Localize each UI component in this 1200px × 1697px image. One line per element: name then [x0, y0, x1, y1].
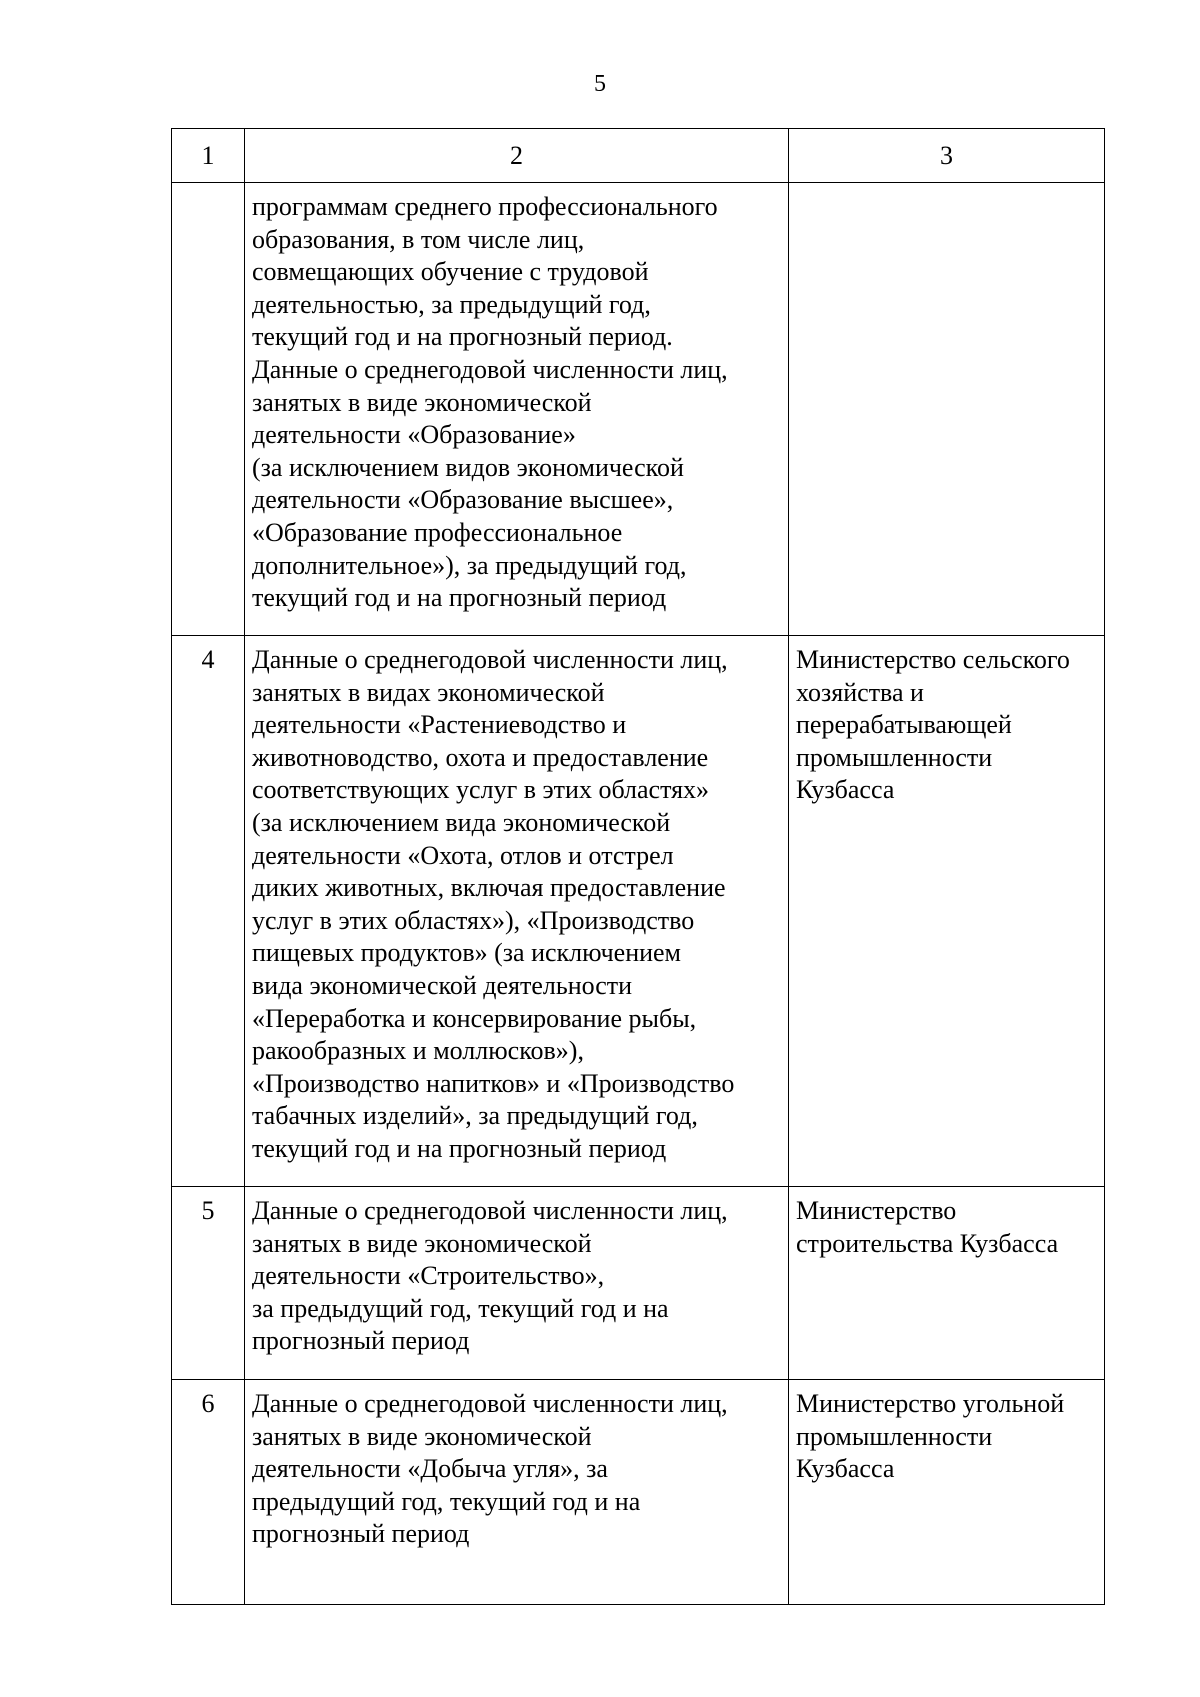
text-line: прогнозный период	[252, 1519, 470, 1549]
row-number-cell	[172, 183, 245, 636]
table-header-row	[172, 129, 1105, 183]
text-line: (за исключением видов экономической	[252, 452, 684, 482]
text-line: промышленности	[796, 742, 993, 772]
text-line: деятельности «Добыча угля», за	[252, 1454, 608, 1484]
text-line: деятельности «Растениеводство и	[252, 710, 627, 740]
text-line: (за исключением вида экономической	[252, 807, 671, 837]
page-number: 5	[594, 71, 606, 97]
text-line: пищевых продуктов» (за исключением	[252, 938, 682, 968]
text-line: занятых в виде экономической	[252, 1421, 592, 1451]
table-row	[172, 1380, 1105, 1605]
text-line: занятых в виде экономической	[252, 387, 592, 417]
row-number-cell: 5	[172, 1187, 245, 1380]
text-line: деятельности «Охота, отлов и отстрел	[252, 840, 674, 870]
text-line: за предыдущий год, текущий год и на	[252, 1293, 669, 1323]
text-line: текущий год и на прогнозный период	[252, 583, 667, 613]
text-line: «Переработка и консервирование рыбы,	[252, 1003, 697, 1033]
row-number-cell: 4	[172, 636, 245, 1187]
text-line: деятельности «Строительство»,	[252, 1261, 605, 1291]
text-line: табачных изделий», за предыдущий год,	[252, 1101, 698, 1131]
text-line: прогнозный период	[252, 1326, 470, 1356]
table-row	[172, 636, 1105, 1187]
text-line: хозяйства и	[796, 677, 924, 707]
description-cell	[245, 183, 789, 636]
text-line: промышленности	[796, 1421, 993, 1451]
text-line: Министерство сельского	[796, 645, 1070, 674]
text-line: совмещающих обучение с трудовой	[252, 257, 649, 287]
text-line: «Производство напитков» и «Производство	[252, 1068, 735, 1098]
text-line: строительства Кузбасса	[796, 1228, 1059, 1258]
text-line: Кузбасса	[796, 1454, 895, 1484]
description-cell	[245, 1187, 789, 1380]
text-line: текущий год и на прогнозный период.	[252, 322, 673, 352]
description-cell	[245, 1380, 789, 1605]
responsible-cell	[789, 183, 1105, 636]
table-row	[172, 183, 1105, 636]
text-line: программам среднего профессионального	[252, 192, 718, 221]
text-line: дополнительное»), за предыдущий год,	[252, 550, 687, 580]
text-line: соответствующих услуг в этих областях»	[252, 775, 710, 805]
responsible-cell	[789, 1380, 1105, 1605]
text-line: Данные о среднегодовой численности лиц,	[252, 645, 728, 674]
text-line: занятых в виде экономической	[252, 1228, 592, 1258]
data-table	[171, 128, 1105, 1605]
text-line: деятельностью, за предыдущий год,	[252, 289, 651, 319]
text-line: «Образование профессиональное	[252, 517, 623, 547]
table-row	[172, 1187, 1105, 1380]
text-line: животноводство, охота и предоставление	[252, 742, 709, 772]
text-line: предыдущий год, текущий год и на	[252, 1486, 641, 1516]
text-line: Данные о среднегодовой численности лиц,	[252, 1389, 728, 1418]
text-line: ракообразных и моллюсков»),	[252, 1036, 584, 1066]
row-number-cell: 6	[172, 1380, 245, 1605]
text-line: диких животных, включая предоставление	[252, 873, 726, 903]
column-header-number: 1	[172, 129, 245, 183]
text-line: услуг в этих областях»), «Производство	[252, 905, 695, 935]
text-line: Данные о среднегодовой численности лиц,	[252, 354, 728, 384]
responsible-cell	[789, 1187, 1105, 1380]
responsible-cell	[789, 636, 1105, 1187]
text-line: Кузбасса	[796, 775, 895, 805]
column-header-responsible: 3	[789, 129, 1105, 183]
text-line: Данные о среднегодовой численности лиц,	[252, 1196, 728, 1225]
text-line: образования, в том числе лиц,	[252, 224, 585, 254]
description-cell	[245, 636, 789, 1187]
text-line: деятельности «Образование»	[252, 420, 576, 450]
text-line: Министерство угольной	[796, 1389, 1065, 1418]
text-line: занятых в видах экономической	[252, 677, 605, 707]
column-header-description: 2	[245, 129, 789, 183]
text-line: Министерство	[796, 1196, 957, 1225]
text-line: текущий год и на прогнозный период	[252, 1133, 667, 1163]
text-line: вида экономической деятельности	[252, 970, 633, 1000]
text-line: деятельности «Образование высшее»,	[252, 485, 674, 515]
text-line: перерабатывающей	[796, 710, 1012, 740]
